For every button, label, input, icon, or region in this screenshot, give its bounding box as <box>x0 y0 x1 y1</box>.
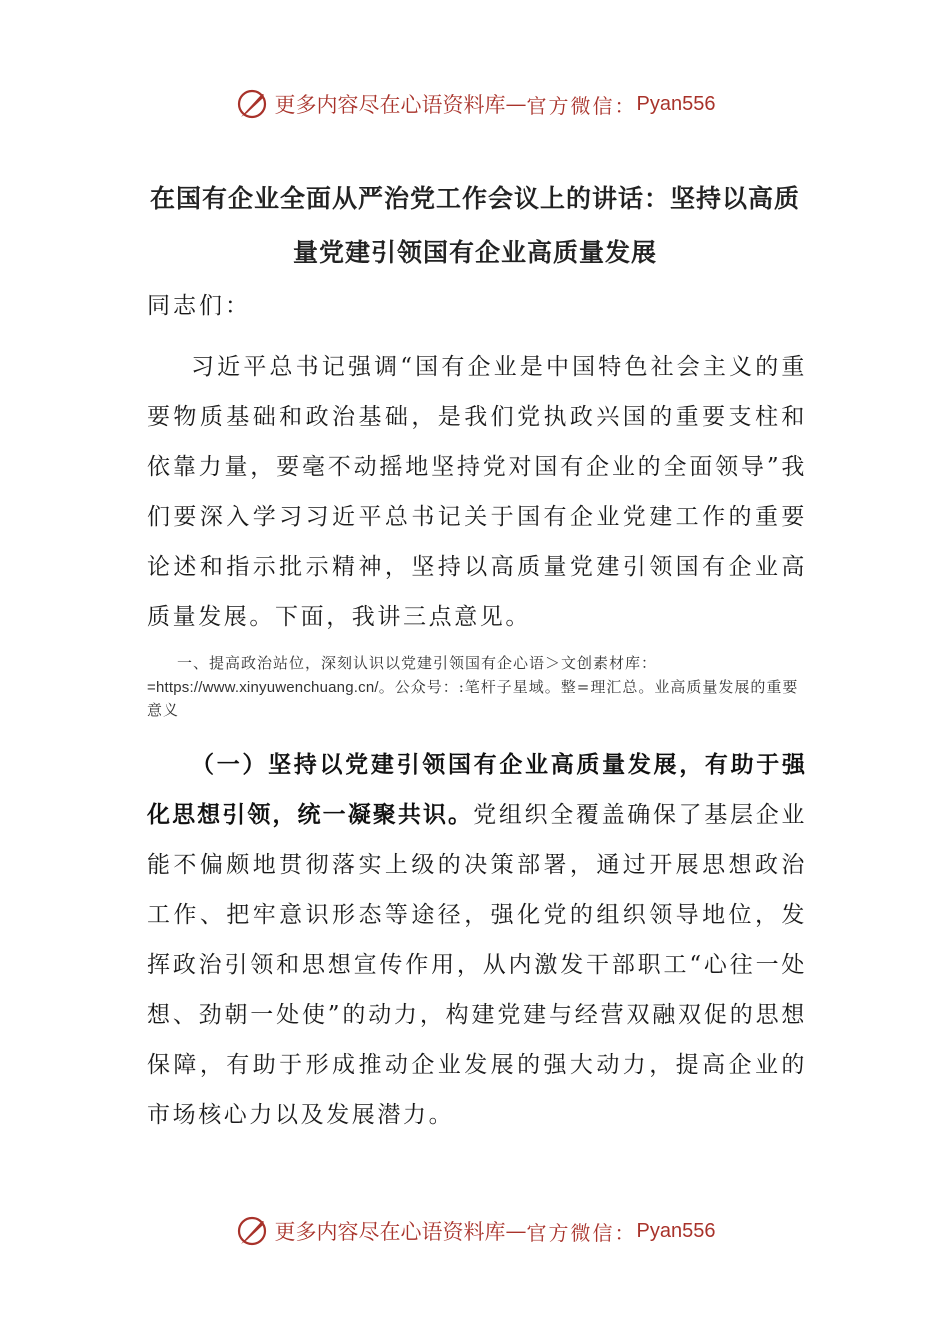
salutation: 同志们： <box>147 293 251 319</box>
banner-wechat-id: Pyan556 <box>636 92 716 115</box>
banner-brand: 更多内容尽在心语资料库 <box>274 93 506 117</box>
note-text-2: 。公众号：:笔杆子星域。整=理汇总。业高质量发展的重要意义 <box>147 677 799 719</box>
footer-brand: 更多内容尽在心语资料库 <box>274 1220 506 1244</box>
banner-separator: — <box>505 92 527 116</box>
paragraph-point-one <box>147 740 807 1140</box>
point-one-body: 党组织全覆盖确保了基层企业能不偏颇地贯彻落实上级的决策部署，通过开展思想政治工作、把牢意识形态等途径，强化党的组织领导地位，发挥政治引领和思想宣传作用，从内激发干部职工“心往一处想、劲朝一处使”的动力，构建党建与经营双融双促的思想保障，有助于形成推动企业发展的强大动力，提高企业的市场核心力以及发展潜力。 <box>147 802 807 1128</box>
paragraph-intro: 习近平总书记强调“国有企业是中国特色社会主义的重要物质基础和政治基础，是我们党执政兴国的重要支柱和依靠力量，要毫不动摇地坚持党对国有企业的全面领导”我们要深入学习习近平总书记关于国有企业党建工作的重要论述和指示批示精神，坚持以高质量党建引领国有企业高质量发展。下面，我讲三点意见。 <box>147 354 807 630</box>
note-text-1: 一、提高政治站位，深刻认识以党建引领国有企心语＞文创素材库： <box>177 654 658 672</box>
section-heading-note <box>147 652 807 723</box>
footer-wechat-id: Pyan556 <box>636 1219 716 1242</box>
quill-logo-icon <box>235 87 269 121</box>
header-banner <box>0 84 950 124</box>
point-one-heading: （一）坚持以党建引领国有企业高质量发展，有助于强化思想引领，统一凝聚共识。 <box>147 752 807 828</box>
note-url: =https://www.xinyuwenchuang.cn/ <box>147 678 379 696</box>
quill-logo-icon <box>235 1214 269 1248</box>
document-title: 在国有企业全面从严治党工作会议上的讲话：坚持以高质量党建引领国有企业高质量发展 <box>149 184 800 267</box>
footer-banner <box>0 1211 950 1251</box>
footer-separator: — <box>505 1219 527 1243</box>
banner-wechat-label: 官方微信： <box>526 93 637 118</box>
footer-wechat-label: 官方微信： <box>526 1220 637 1245</box>
